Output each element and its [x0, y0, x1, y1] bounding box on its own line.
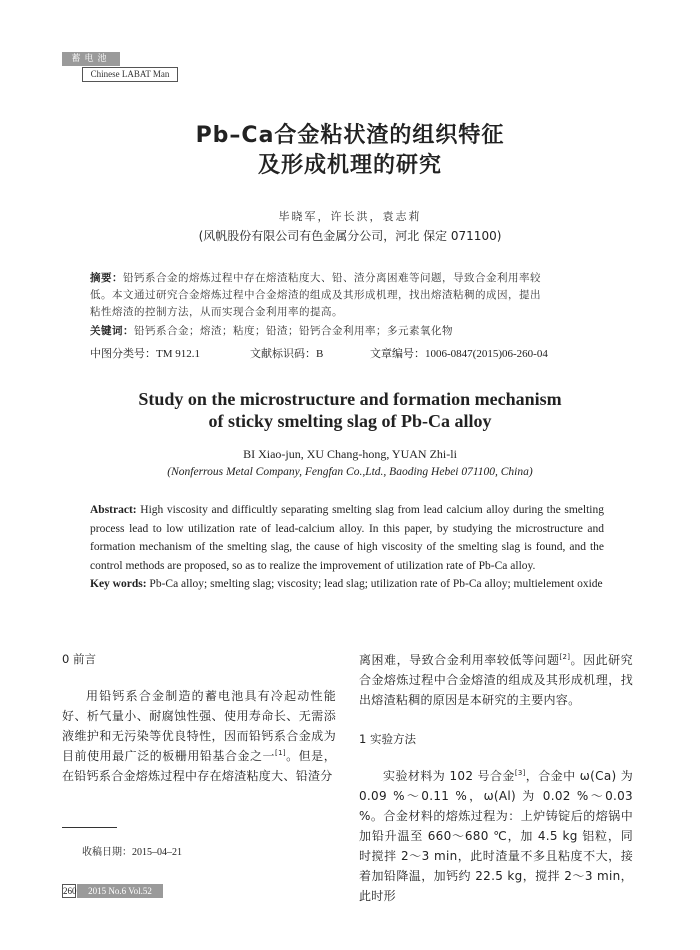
section1-para-a: 实验材料为 102 号合金 — [383, 769, 515, 783]
abstract-cn-label: 摘要： — [90, 272, 123, 284]
authors-en: BI Xiao-jun, XU Chang-hong, YUAN Zhi-li — [243, 447, 457, 461]
abstract-en-label: Abstract: — [90, 504, 137, 516]
section0-continued — [359, 650, 633, 710]
section1-heading: 1 实验方法 — [359, 732, 416, 746]
citation-1: [1] — [275, 749, 286, 757]
keywords-en-label: Key words: — [90, 578, 147, 590]
affiliation-en: (Nonferrous Metal Company, Fengfan Co.,Ltd., Baoding Hebei 071100, China) — [167, 466, 533, 478]
section1-para-b: ，合金中 ω(Ca) 为 0.09 %～0.11 %，ω(Al) 为 0.02 %～0.03 %。合金材料的熔炼过程为：上炉铸锭后的熔锅中加铅升温至 660～680 ℃，加 4.5 kg 铝粒，同时搅拌 2～3 min，此时渣量不多且粘度不大，接着加铅降温，加钙约 22.5 kg，搅拌 2～3 min，此时形 — [359, 769, 634, 903]
footnote-divider — [62, 827, 117, 828]
title-en-line1: Study on the microstructure and formation mechanism — [138, 389, 562, 409]
received-date — [82, 843, 182, 858]
clc-value: TM 912.1 — [156, 348, 200, 360]
citation-2: [2] — [559, 653, 571, 661]
title-en-line2: of sticky smelting slag of Pb-Ca alloy — [208, 411, 492, 431]
page-number: 260 — [63, 886, 77, 896]
keywords-cn — [90, 323, 610, 340]
keywords-cn-text: 铅钙系合金；熔渣；粘度；铅渣；铅钙合金利用率；多元素氧化物 — [134, 325, 453, 337]
citation-3: [3] — [514, 769, 526, 777]
section0-right-b: 。因此研究合金熔炼过程中合金熔渣的组成及其形成机理，找出熔渣粘稠的原因是本研究的主要内容。 — [359, 653, 633, 707]
issue-info: 2015 No.6 Vol.52 — [77, 884, 163, 898]
section0-para-a: 用铅钙系合金制造的蓄电池具有冷起动性能好、析气量小、耐腐蚀性强、使用寿命长、无需添液维护和无污染等优良特性，因而铅钙系合金成为目前使用最广泛的板栅用铅基合金之一 — [62, 689, 336, 763]
doc-code-value: B — [316, 348, 324, 360]
article-no-label: 文章编号： — [370, 347, 425, 360]
section0-right-a: 离困难，导致合金利用率较低等问题 — [359, 653, 560, 667]
abstract-en — [90, 501, 604, 594]
abstract-cn-line1 — [90, 270, 610, 287]
title-cn-line2: 及形成机理的研究 — [257, 153, 442, 178]
abstract-cn-line2: 低。本文通过研究合金熔炼过程中合金熔渣的组成及其形成机理，找出熔渣粘稠的成因，提出 — [90, 289, 541, 301]
keywords-en-text: Pb-Ca alloy; smelting slag; viscosity; lead slag; utilization rate of Pb-Ca alloy; multielement oxide — [149, 578, 603, 590]
abstract-cn-text1: 铅钙系合金的熔炼过程中存在熔渣粘度大、铅、渣分离困难等问题，导致合金利用率较 — [123, 272, 541, 284]
section0-para-b: 。但是，在铅钙系合金熔炼过程中存在熔渣粘度大、铅渣分 — [62, 749, 337, 783]
affiliation-cn: (风帆股份有限公司有色金属分公司，河北 保定 071100) — [198, 229, 502, 243]
title-cn-line1: Pb–Ca合金粘状渣的组织特征 — [195, 123, 505, 148]
journal-name-en: Chinese LABAT Man — [82, 67, 178, 82]
section1-paragraph — [359, 766, 633, 906]
abstract-en-text: High viscosity and difficultly separating smelting slag from lead calcium alloy during the smelting process lead to low utilization rate of lead-calcium alloy. In this paper, by studying the microstructure and formation mechanism of the smelting slag, the cause of high viscosity of the smelting slag is found, and the control methods are proposed, so as to realize the improvement of utilization rate of Pb-Ca alloy. — [90, 504, 604, 572]
doc-code-label: 文献标识码： — [250, 347, 316, 360]
received-label: 收稿日期： — [82, 847, 132, 858]
section0-paragraph — [62, 686, 336, 786]
received-value: 2015–04–21 — [132, 847, 182, 858]
keywords-cn-label: 关键词： — [90, 325, 134, 337]
abstract-cn-line3: 粘性熔渣的控制方法，从而实现合金利用率的提高。 — [90, 306, 343, 318]
authors-cn: 毕晓军，许长洪，袁志莉 — [278, 210, 422, 223]
article-no-value: 1006-0847(2015)06-260-04 — [425, 348, 548, 360]
clc-label: 中图分类号： — [90, 347, 156, 360]
journal-name-cn: 蓄电池 — [62, 52, 120, 66]
section0-heading: 0 前言 — [62, 652, 96, 666]
